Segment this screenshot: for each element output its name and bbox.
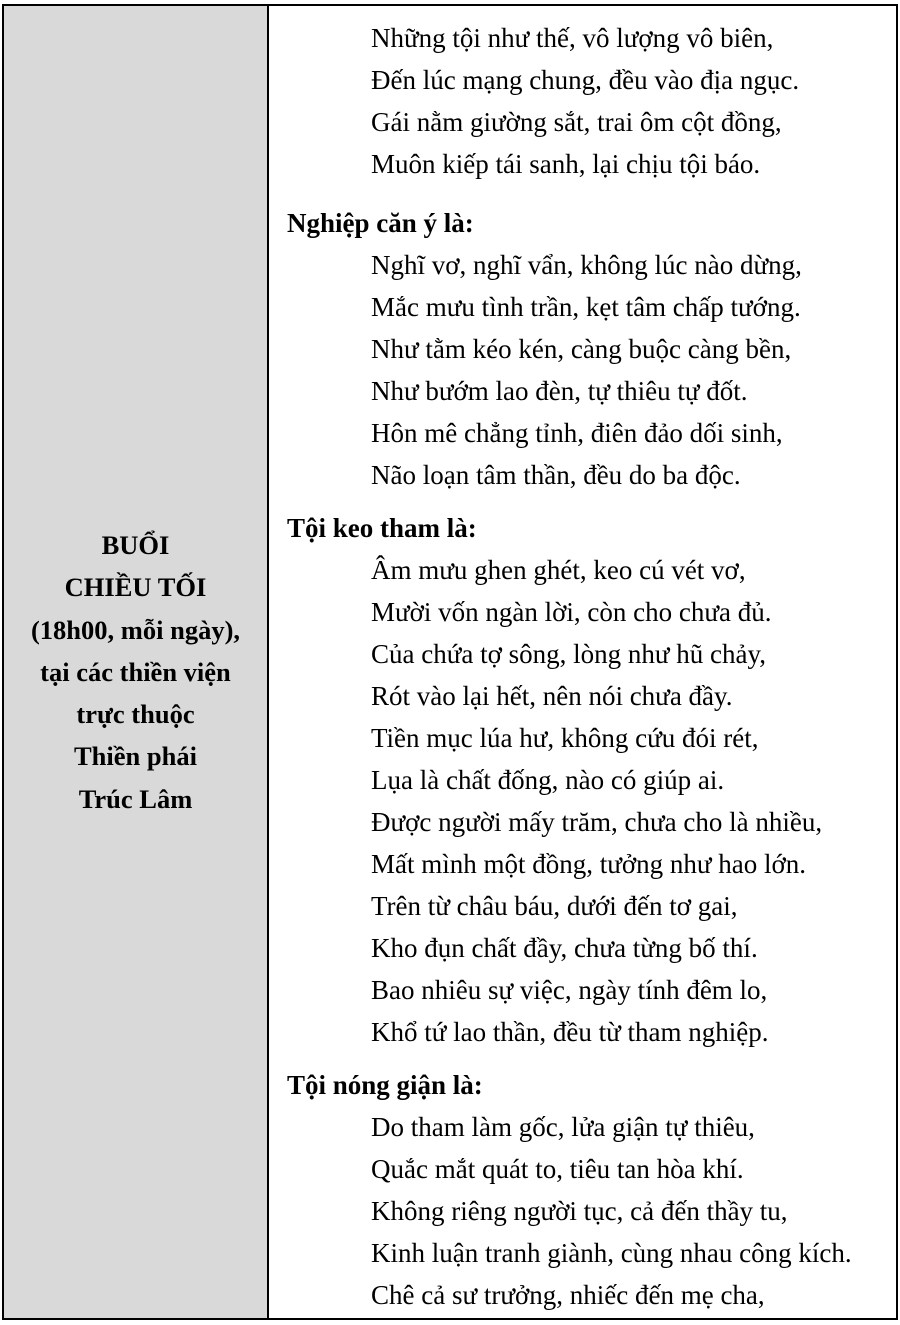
verse-line: Chê cả sư trưởng, nhiếc đến mẹ cha, (371, 1280, 765, 1310)
section-heading: Tội keo tham là: (287, 513, 477, 543)
session-line: Thiền phái (73, 741, 197, 772)
verse-line: Quắc mắt quát to, tiêu tan hòa khí. (371, 1154, 744, 1184)
session-line: (18h00, mỗi ngày), (30, 614, 241, 645)
verse-line: Mười vốn ngàn lời, còn cho chưa đủ. (371, 597, 772, 627)
verse-line: Do tham làm gốc, lửa giận tự thiêu, (371, 1112, 755, 1142)
verse-line: Mất mình một đồng, tưởng như hao lớn. (371, 849, 807, 879)
verse-line: Trên từ châu báu, dưới đến tơ gai, (371, 891, 738, 921)
verse-line: Khổ tứ lao thần, đều từ tham nghiệp. (371, 1017, 769, 1047)
session-line: BUỔI (101, 529, 170, 560)
text-cell (269, 6, 896, 1318)
verse-line: Rót vào lại hết, nên nói chưa đầy. (371, 681, 733, 711)
verse-line: Lụa là chất đống, nào có giúp ai. (371, 765, 725, 795)
session-cell (4, 6, 269, 1318)
verse-line: Muôn kiếp tái sanh, lại chịu tội báo. (371, 149, 761, 179)
verse-line: Như bướm lao đèn, tự thiêu tự đốt. (371, 376, 748, 406)
verse-line: Não loạn tâm thần, đều do ba độc. (371, 460, 741, 490)
session-line: CHIỀU TỐI (64, 572, 207, 603)
scripture-table (2, 4, 898, 1320)
session-label (31, 524, 240, 820)
section-heading: Tội nóng giận là: (287, 1070, 483, 1100)
section-heading: Nghiệp căn ý là: (287, 208, 474, 238)
verse-line: Bao nhiêu sự việc, ngày tính đêm lo, (371, 975, 768, 1005)
verse-line: Tiền mục lúa hư, không cứu đói rét, (371, 723, 759, 753)
verse-line: Mắc mưu tình trần, kẹt tâm chấp tướng. (371, 292, 801, 322)
verse-line: Đến lúc mạng chung, đều vào địa ngục. (371, 65, 800, 95)
verse-line: Như tằm kéo kén, càng buộc càng bền, (371, 334, 792, 364)
verse-line: Được người mấy trăm, chưa cho là nhiều, (371, 807, 823, 837)
verse-line: Hôn mê chẳng tỉnh, điên đảo dối sinh, (371, 418, 783, 448)
verse-line: Kinh luận tranh giành, cùng nhau công kích. (371, 1238, 852, 1268)
verse-line: Gái nằm giường sắt, trai ôm cột đồng, (371, 107, 782, 137)
session-line: tại các thiền viện (40, 656, 231, 687)
verse-line: Nghĩ vơ, nghĩ vẩn, không lúc nào dừng, (371, 250, 802, 280)
verse-line: Những tội như thế, vô lượng vô biên, (371, 23, 774, 53)
verse-line: Kho đụn chất đầy, chưa từng bố thí. (371, 933, 758, 963)
session-line: trực thuộc (76, 699, 195, 730)
verse-line: Của chứa tợ sông, lòng như hũ chảy, (371, 639, 766, 669)
session-line: Trúc Lâm (78, 783, 193, 814)
verse-line: Âm mưu ghen ghét, keo cú vét vơ, (371, 555, 746, 585)
verse-line: Không riêng người tục, cả đến thầy tu, (371, 1196, 788, 1226)
